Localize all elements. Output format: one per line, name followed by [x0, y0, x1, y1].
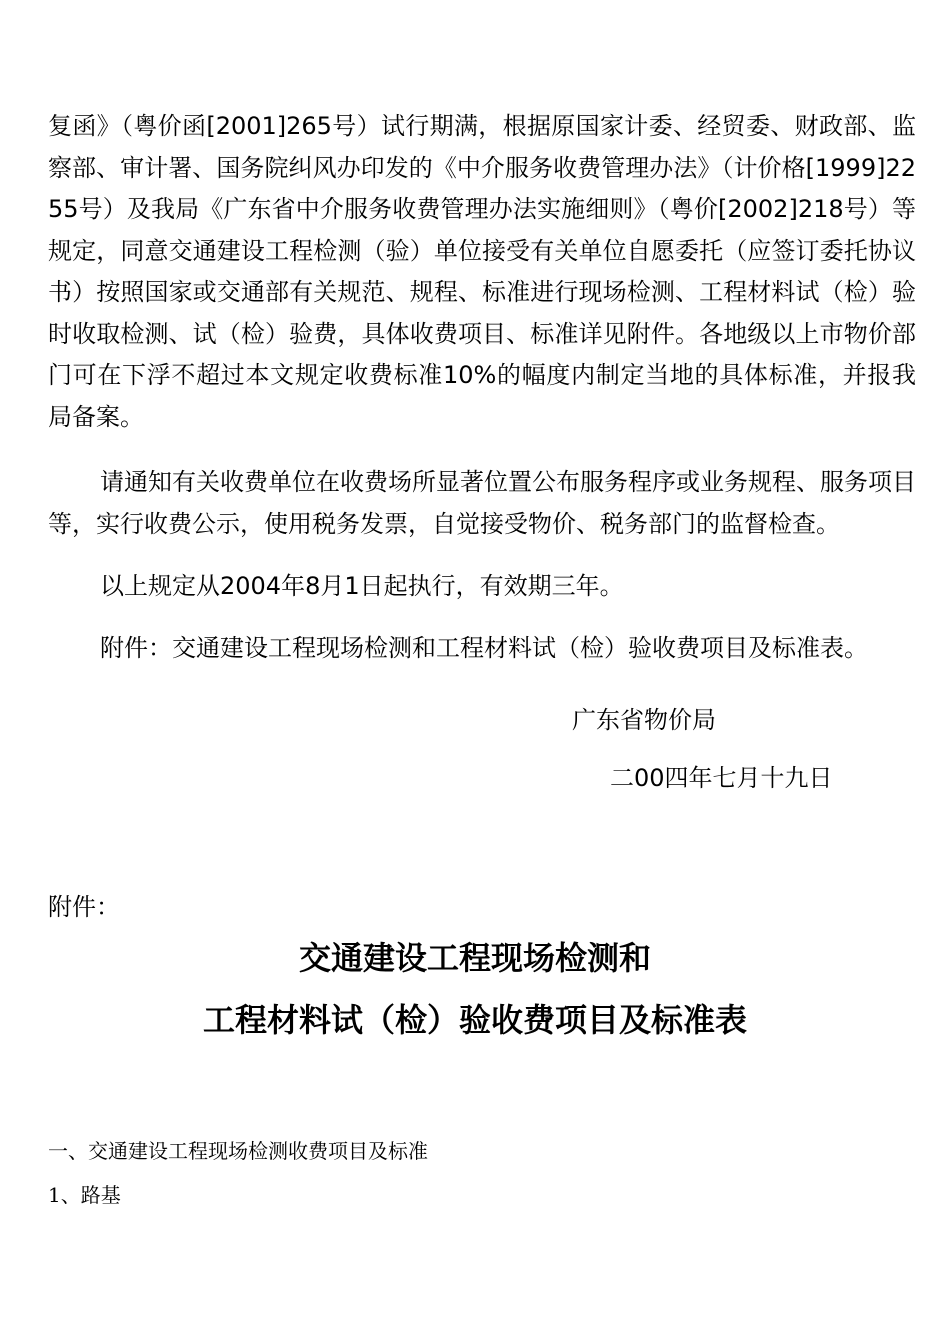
- annex-title-line-2: 工程材料试（检）验收费项目及标准表: [202, 1001, 747, 1039]
- main-paragraph: 复函》（粤价函[2001]265号）试行期满，根据原国家计委、经贸委、财政部、监察部、审计署、国务院纠风办印发的《中介服务收费管理办法》（计价格[1999]2255号）及我局《广东省中介服务收费管理办法实施细则》（粤价[2002]218号）等规定，同意交通建设工程检测（验）单位接受有关单位自愿委托（应签订委托协议书）按照国家或交通部有关规范、规程、标准进行现场检测、工程材料试（检）验时收取检测、试（检）验费，具体收费项目、标准详见附件。各地级以上市物价部门可在下浮不超过本文规定收费标准10%的幅度内制定当地的具体标准，并报我局备案。: [48, 112, 916, 431]
- signature-date: 二00四年七月十九日: [610, 764, 833, 792]
- subsection-heading: 1、路基: [48, 1183, 121, 1207]
- effective-date-paragraph: 以上规定从2004年8月1日起执行，有效期三年。: [100, 572, 624, 600]
- attachment-note-paragraph: 附件：交通建设工程现场检测和工程材料试（检）验收费项目及标准表。: [100, 634, 868, 662]
- annex-title-line-1: 交通建设工程现场检测和: [298, 939, 651, 977]
- notice-paragraph: 请通知有关收费单位在收费场所显著位置公布服务程序或业务规程、服务项目等，实行收费公示，使用税务发票，自觉接受物价、税务部门的监督检查。: [48, 468, 916, 538]
- annex-label: 附件：: [48, 893, 120, 921]
- signature-organization: 广东省物价局: [572, 706, 716, 734]
- section-heading: 一、交通建设工程现场检测收费项目及标准: [48, 1139, 428, 1163]
